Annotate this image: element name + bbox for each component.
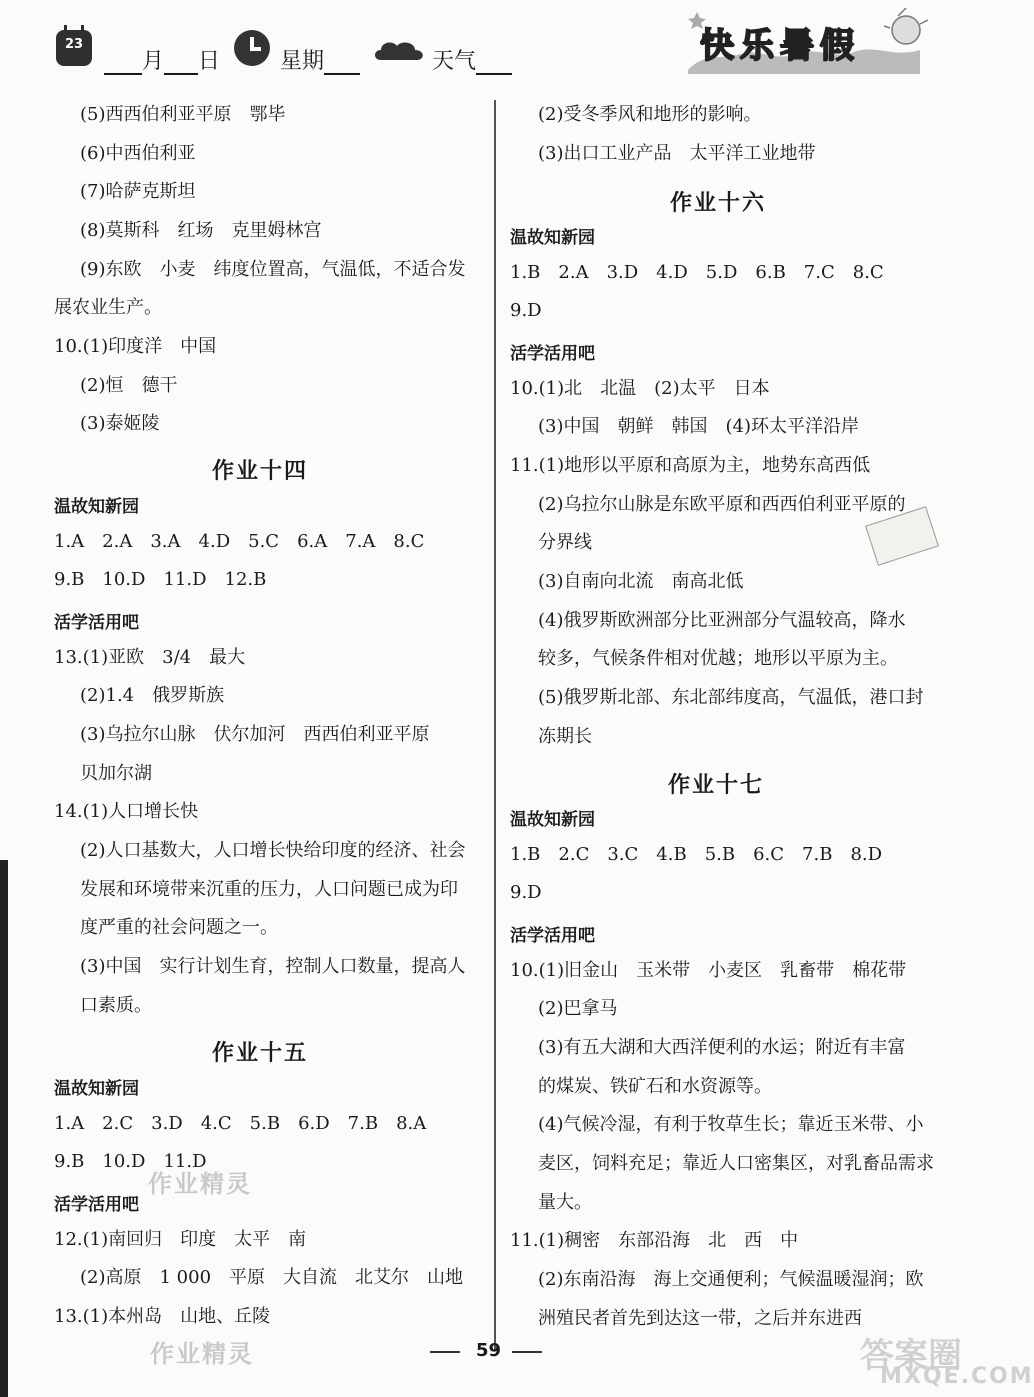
answer-line: (9)东欧 小麦 纬度位置高，气温低，不适合发 xyxy=(80,259,466,280)
answer-line: 洲殖民者首先到达这一带，之后并东进西 xyxy=(538,1308,862,1329)
answer-line: (7)哈萨克斯坦 xyxy=(80,181,196,202)
answer-line: (2)人口基数大，人口增长快给印度的经济、社会 xyxy=(80,840,466,861)
answer-line: 11.(1)地形以平原和高原为主，地势东高西低 xyxy=(510,455,871,476)
hw14-answers-1: 1.A 2.A 3.A 4.D 5.C 6.A 7.A 8.C xyxy=(54,531,425,552)
answer-line: (8)莫斯科 红场 克里姆林宫 xyxy=(80,220,322,241)
hw14-answers-2: 9.B 10.D 11.D 12.B xyxy=(54,569,267,590)
column-divider xyxy=(494,100,496,1350)
answer-line: (3)自南向北流 南高北低 xyxy=(538,571,744,592)
hw16-section-review: 温故知新园 xyxy=(510,228,595,248)
answer-line: 发展和环境带来沉重的压力，人口问题已成为印 xyxy=(80,879,458,900)
page-header xyxy=(0,0,1000,80)
date-fields xyxy=(104,44,220,75)
day-label: 日 xyxy=(198,49,221,74)
answer-line: (2)受冬季风和地形的影响。 xyxy=(538,104,762,125)
hw15-title: 作业十五 xyxy=(212,1041,309,1066)
answer-line: (3)泰姬陵 xyxy=(80,413,160,434)
hw17-title: 作业十七 xyxy=(668,773,765,798)
answer-line: (6)中西伯利亚 xyxy=(80,143,196,164)
answer-line: (3)乌拉尔山脉 伏尔加河 西西伯利亚平原 xyxy=(80,724,430,745)
banner-title: 快乐暑假 xyxy=(700,26,860,66)
answer-line: 13.(1)亚欧 3/4 最大 xyxy=(54,647,246,668)
answer-line: 量大。 xyxy=(538,1192,592,1213)
hw15-section-review: 温故知新园 xyxy=(54,1079,139,1099)
hw16-title: 作业十六 xyxy=(670,191,767,216)
answer-line: 麦区，饲料充足；靠近人口密集区，对乳畜品需求 xyxy=(538,1153,934,1174)
weekday-label: 星期 xyxy=(280,49,325,74)
answer-line: (3)出口工业产品 太平洋工业地带 xyxy=(538,143,816,164)
answer-line: 贝加尔湖 xyxy=(80,763,152,784)
answer-line: (5)西西伯利亚平原 鄂毕 xyxy=(80,104,286,125)
answer-line: (2)巴拿马 xyxy=(538,998,618,1019)
answer-line: 口素质。 xyxy=(80,995,152,1016)
answer-line: (3)有五大湖和大西洋便利的水运；附近有丰富 xyxy=(538,1037,906,1058)
hw16-answers-2: 9.D xyxy=(510,300,542,321)
answer-line: 14.(1)人口增长快 xyxy=(54,801,199,822)
answer-line: 13.(1)本州岛 山地、丘陵 xyxy=(54,1306,271,1327)
answer-line: 10.(1)旧金山 玉米带 小麦区 乳畜带 棉花带 xyxy=(510,960,907,981)
hw15-section-apply: 活学活用吧 xyxy=(54,1195,139,1215)
answer-line: (3)中国 朝鲜 韩国 (4)环太平洋沿岸 xyxy=(538,416,859,437)
answer-line: (2)恒 德干 xyxy=(80,375,178,396)
answer-line: 10.(1)印度洋 中国 xyxy=(54,336,217,357)
answer-line: (2)1.4 俄罗斯族 xyxy=(80,685,225,706)
answer-line: 10.(1)北 北温 (2)太平 日本 xyxy=(510,378,770,399)
answer-line: 的煤炭、铁矿石和水资源等。 xyxy=(538,1076,772,1097)
weather-field xyxy=(432,44,512,75)
answer-line: 冻期长 xyxy=(538,726,592,747)
hw15-answers-1: 1.A 2.C 3.D 4.C 5.B 6.D 7.B 8.A xyxy=(54,1113,427,1134)
hw16-section-apply: 活学活用吧 xyxy=(510,344,595,364)
weather-label: 天气 xyxy=(432,49,477,74)
answer-line: 较多，气候条件相对优越；地形以平原为主。 xyxy=(538,648,898,669)
answer-line: 度严重的社会问题之一。 xyxy=(80,917,278,938)
hw17-section-apply: 活学活用吧 xyxy=(510,926,595,946)
answer-line: (3)中国 实行计划生育，控制人口数量，提高人 xyxy=(80,956,466,977)
answer-line: (5)俄罗斯北部、东北部纬度高，气温低，港口封 xyxy=(538,687,924,708)
calendar-icon: 23 xyxy=(56,30,92,66)
page-dash-left xyxy=(430,1351,460,1353)
hw14-title: 作业十四 xyxy=(212,459,309,484)
watermark: 作业精灵 xyxy=(148,1170,252,1198)
scan-edge xyxy=(0,860,8,1397)
hw15-answers-2: 9.B 10.D 11.D xyxy=(54,1151,207,1172)
hw14-section-review: 温故知新园 xyxy=(54,497,139,517)
page-number: 59 xyxy=(476,1340,502,1361)
cloud-icon xyxy=(373,38,425,62)
watermark: 作业精灵 xyxy=(150,1340,254,1368)
weekday-field xyxy=(280,44,360,75)
answer-line: (2)乌拉尔山脉是东欧平原和西西伯利亚平原的 xyxy=(538,494,906,515)
month-label: 月 xyxy=(142,49,165,74)
answer-line: 分界线 xyxy=(538,532,592,553)
answer-line: (4)气候冷湿，有利于牧草生长；靠近玉米带、小 xyxy=(538,1114,924,1135)
page-dash-right xyxy=(512,1351,542,1353)
answer-line: (2)高原 1 000 平原 大自流 北艾尔 山地 xyxy=(80,1267,464,1288)
hw16-answers-1: 1.B 2.A 3.D 4.D 5.D 6.B 7.C 8.C xyxy=(510,262,884,283)
hw14-section-apply: 活学活用吧 xyxy=(54,613,139,633)
answer-line: (2)东南沿海 海上交通便利；气候温暖湿润；欧 xyxy=(538,1269,924,1290)
answer-line: 11.(1)稠密 东部沿海 北 西 中 xyxy=(510,1230,799,1251)
hw17-answers-2: 9.D xyxy=(510,882,542,903)
site-logo-sub: MXQE.COM xyxy=(880,1364,1034,1389)
answer-line: (4)俄罗斯欧洲部分比亚洲部分气温较高，降水 xyxy=(538,610,906,631)
answer-line: 展农业生产。 xyxy=(54,297,162,318)
hw17-section-review: 温故知新园 xyxy=(510,810,595,830)
clock-icon xyxy=(234,30,270,66)
hw17-answers-1: 1.B 2.C 3.C 4.B 5.B 6.C 7.B 8.D xyxy=(510,844,883,865)
site-logo: 答案圈 xyxy=(860,1336,962,1376)
answer-line: 12.(1)南回归 印度 太平 南 xyxy=(54,1229,307,1250)
